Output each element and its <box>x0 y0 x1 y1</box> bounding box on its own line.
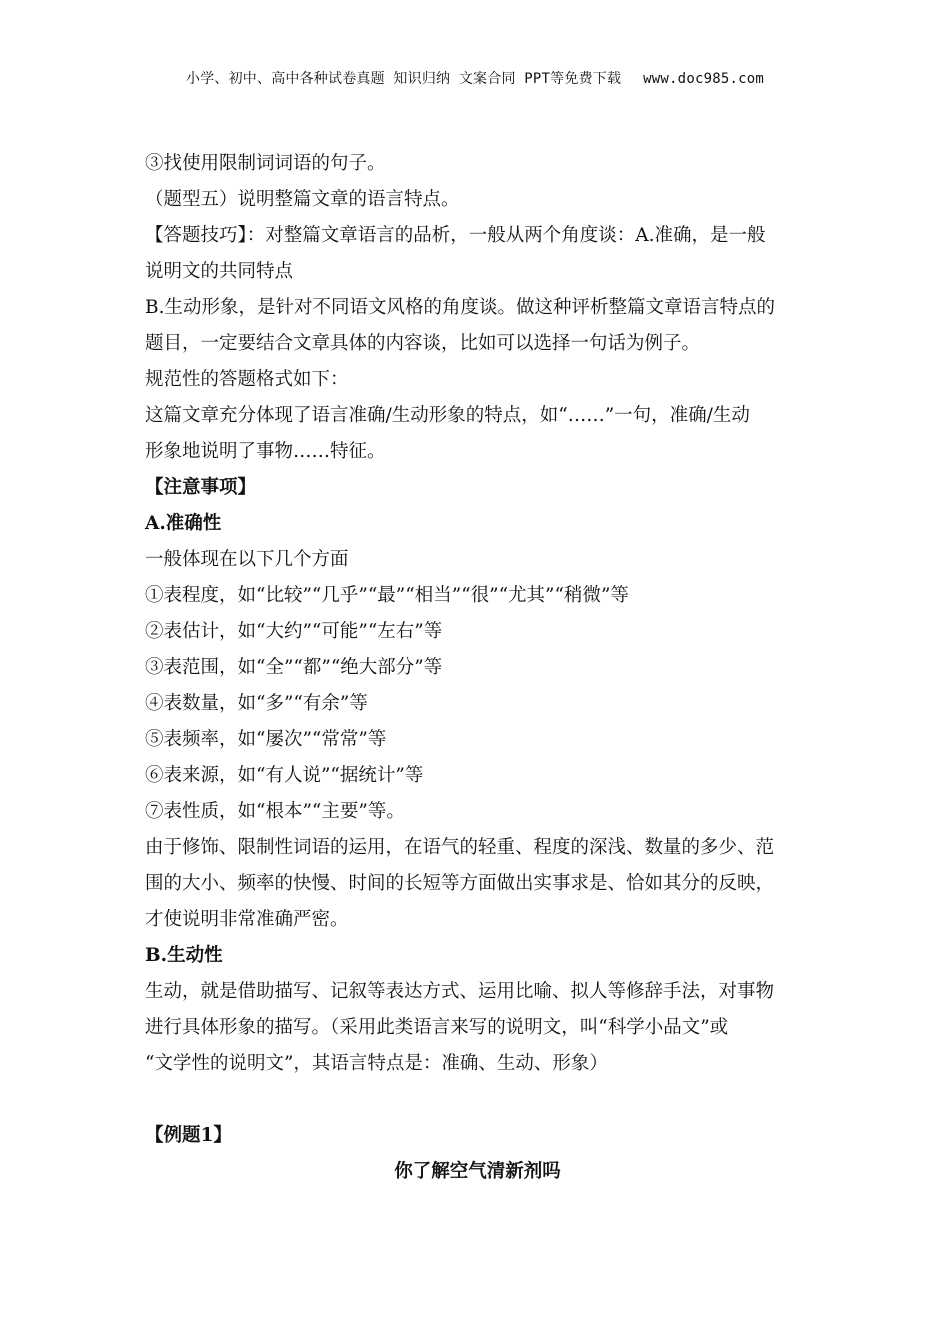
text-line: 这篇文章充分体现了语言准确/生动形象的特点，如“……”一句，准确/生动 <box>145 405 750 426</box>
list-item: ①表程度，如“比较”“几乎”“最”“相当”“很”“尤其”“稍微”等 <box>145 585 629 606</box>
header-text: 小学、初中、高中各种试卷真题 知识归纳 文案合同 PPT等免费下载 <box>186 71 622 87</box>
subsection-heading: A.准确性 <box>145 513 222 534</box>
list-item: ⑦表性质，如“根本”“主要”等。 <box>145 801 405 822</box>
list-item: ②表估计，如“大约”“可能”“左右”等 <box>145 621 443 642</box>
text-line: 形象地说明了事物……特征。 <box>145 441 386 462</box>
list-item: ③表范围，如“全”“都”“绝大部分”等 <box>145 657 443 678</box>
text-line: “文学性的说明文”，其语言特点是：准确、生动、形象） <box>145 1053 608 1074</box>
text-line: B.生动形象，是针对不同语文风格的角度谈。做这种评析整篇文章语言特点的 <box>145 297 775 318</box>
text-line: （题型五）说明整篇文章的语言特点。 <box>145 189 460 210</box>
list-item: ④表数量，如“多”“有余”等 <box>145 693 368 714</box>
header-site: www.doc985.com <box>643 71 764 87</box>
subsection-heading: B.生动性 <box>145 945 223 966</box>
list-item: ⑥表来源，如“有人说”“据统计”等 <box>145 765 424 786</box>
example-heading: 【例题1】 <box>145 1125 232 1146</box>
list-item: ⑤表频率，如“屡次”“常常”等 <box>145 729 387 750</box>
text-line: 由于修饰、限制性词语的运用，在语气的轻重、程度的深浅、数量的多少、范 <box>145 837 775 858</box>
text-line: 进行具体形象的描写。（采用此类语言来写的说明文，叫“科学小品文”或 <box>145 1017 729 1038</box>
text-line: 一般体现在以下几个方面 <box>145 549 349 570</box>
spacer <box>145 1082 810 1118</box>
text-line: 【答题技巧】：对整篇文章语言的品析，一般从两个角度谈：A.准确，是一般 <box>145 225 766 246</box>
article-title: 你了解空气清新剂吗 <box>394 1161 561 1182</box>
document-body <box>145 146 810 1190</box>
text-line: 围的大小、频率的快慢、时间的长短等方面做出实事求是、恰如其分的反映， <box>145 873 775 894</box>
text-line: 题目，一定要结合文章具体的内容谈，比如可以选择一句话为例子。 <box>145 333 701 354</box>
text-line: 生动，就是借助描写、记叙等表达方式、运用比喻、拟人等修辞手法，对事物 <box>145 981 775 1002</box>
text-line: 才使说明非常准确严密。 <box>145 909 349 930</box>
text-line: 说明文的共同特点 <box>145 261 294 282</box>
text-line: 规范性的答题格式如下： <box>145 369 349 390</box>
text-line: ③找使用限制词词语的句子。 <box>145 153 386 174</box>
section-heading: 【注意事项】 <box>145 477 257 498</box>
page-header <box>0 68 950 88</box>
